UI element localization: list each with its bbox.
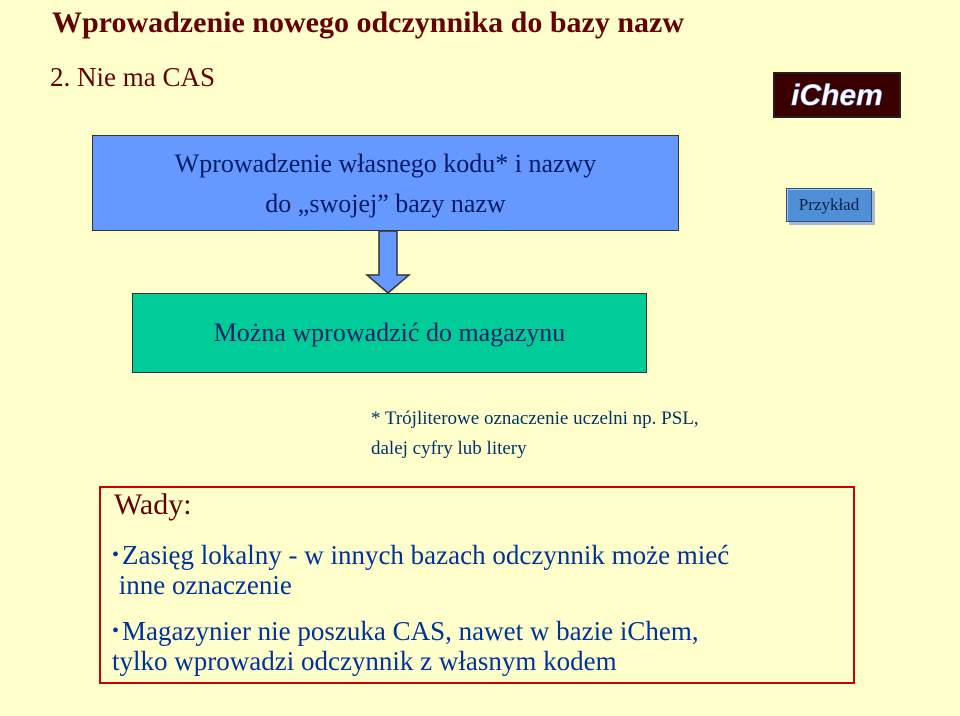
list-item [112,540,842,600]
cons-label: Wady: [114,488,192,521]
ichem-logo-graphic [778,76,896,114]
cons-item-text-cont: inne oznaczenie [112,570,292,600]
warehouse-box [132,293,647,373]
down-arrow-icon [364,231,412,295]
cons-list [112,540,842,692]
cons-item-text-cont: tylko wprowadzi odczynnik z własnym kodem [112,646,617,676]
cons-item-text: Magazynier nie poszuka CAS, nawet w bazie iChem, [122,616,699,646]
bullet-icon: • [112,620,120,642]
own-code-line2: do „swojej” bazy nazw [265,189,506,218]
example-button[interactable] [786,188,872,222]
own-code-box [92,135,679,231]
ichem-logo-text: iChem [791,79,883,112]
footnote-line2: dalej cyfry lub litery [371,438,527,459]
own-code-line1: Wprowadzenie własnego kodu* i nazwy [174,149,597,178]
bullet-icon: • [112,544,120,566]
list-item [112,616,842,676]
code-footnote [371,404,801,464]
cons-item-text: Zasięg lokalny - w innych bazach odczynnik może mieć [122,540,730,570]
ichem-logo [773,72,901,118]
warehouse-text: Można wprowadzić do magazynu [213,318,566,347]
slide-subtitle: 2. Nie ma CAS [50,62,215,92]
example-button-label: Przykład [798,195,860,214]
slide-title: Wprowadzenie nowego odczynnika do bazy nazw [52,6,684,39]
footnote-line1: * Trójliterowe oznaczenie uczelni np. PSL, [371,408,699,429]
